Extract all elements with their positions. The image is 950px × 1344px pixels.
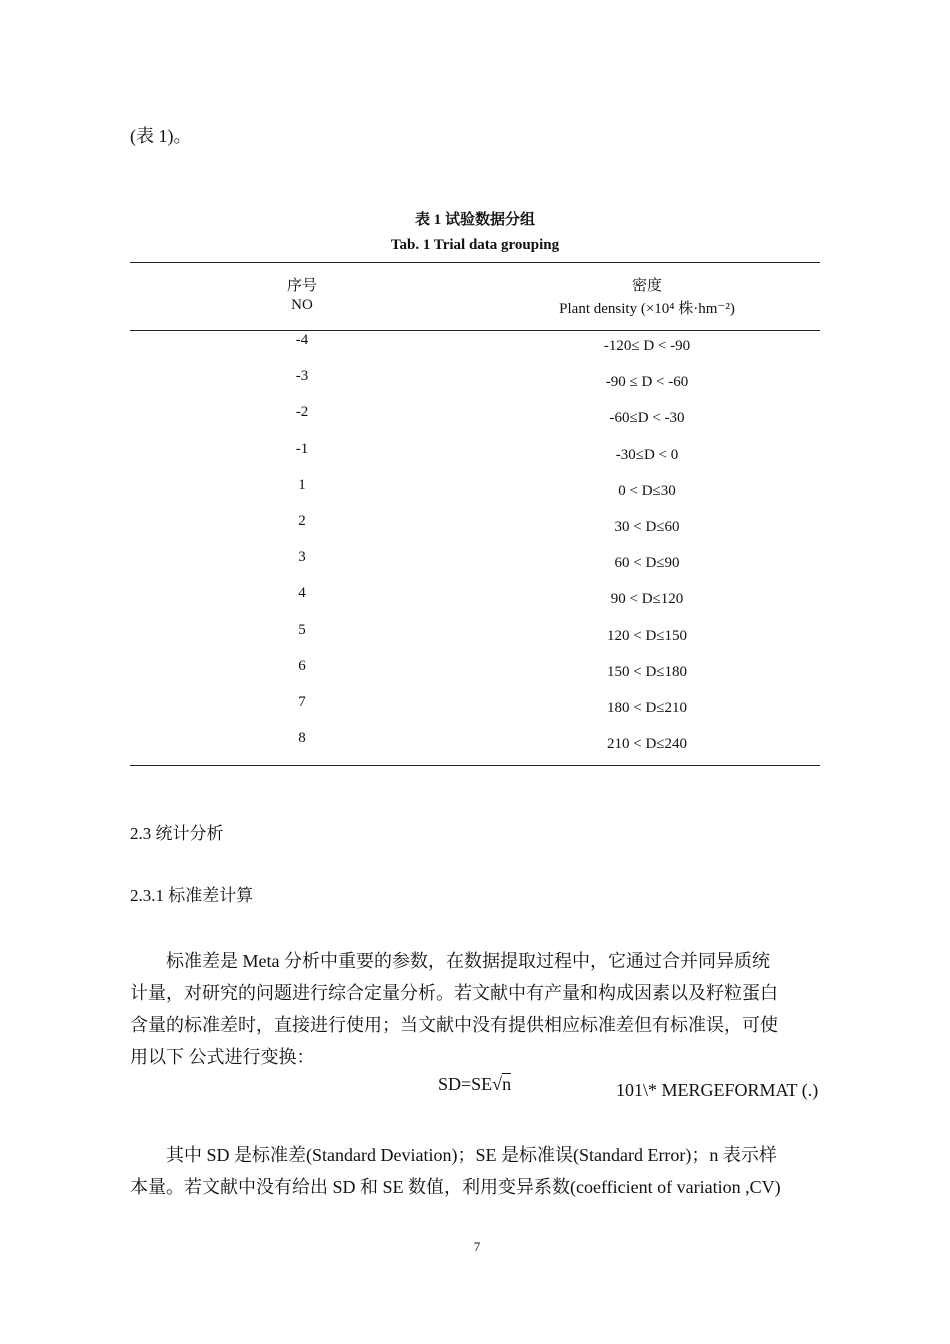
header-no-en: NO	[291, 297, 313, 313]
table-top-rule	[130, 262, 820, 263]
cell-no: -3	[295, 368, 309, 385]
formula-lhs: SD=SE	[438, 1074, 493, 1094]
cell-density: 210 < D≤240	[606, 736, 688, 753]
formula	[438, 1074, 511, 1095]
para2-line: 其中 SD 是标准差(Standard Deviation)；SE 是标准误(Standard Error)；n 表示样	[130, 1145, 777, 1165]
subsection-heading: 2.3.1 标准差计算	[130, 886, 254, 905]
formula-field-code: 101\* MERGEFORMAT (.)	[616, 1080, 819, 1100]
cell-no: 3	[298, 549, 306, 566]
para1-line: 计量，对研究的问题进行综合定量分析。若文献中有产量和构成因素以及籽粒蛋白	[130, 983, 778, 1003]
cell-density: 30 < D≤60	[614, 519, 680, 535]
table-caption-en: Tab. 1 Trial data grouping	[390, 237, 560, 253]
cell-no: 2	[298, 513, 306, 529]
cell-no: 1	[298, 476, 306, 493]
cell-no: 5	[298, 621, 306, 638]
header-no-cn: 序号	[286, 278, 317, 294]
table-caption-cn: 表 1 试验数据分组	[414, 212, 535, 228]
page-number: 7	[473, 1239, 481, 1254]
cell-no: -4	[295, 332, 309, 348]
para1-line: 标准差是 Meta 分析中重要的参数，在数据提取过程中，它通过合并同异质统	[130, 951, 770, 971]
cell-no: -1	[295, 440, 309, 457]
header-density-cn: 密度	[631, 278, 662, 294]
cell-density: -120≤ D < -90	[603, 338, 691, 354]
para1-line: 用以下 公式进行变换：	[130, 1047, 315, 1067]
cell-density: -30≤D < 0	[615, 446, 679, 463]
section-heading: 2.3 统计分析	[130, 824, 224, 843]
cell-no: 7	[298, 694, 306, 710]
cell-density: -90 ≤ D < -60	[605, 374, 689, 391]
cell-density: -60≤D < -30	[609, 410, 685, 427]
cell-no: -2	[295, 404, 309, 421]
cell-density: 60 < D≤90	[614, 555, 680, 572]
para1-line: 含量的标准差时，直接进行使用；当文献中没有提供相应标准差但有标准误，可使	[130, 1015, 778, 1035]
cell-density: 150 < D≤180	[606, 663, 688, 680]
cell-density: 180 < D≤210	[606, 700, 688, 716]
cell-no: 8	[298, 730, 306, 747]
cell-no: 6	[298, 657, 306, 674]
table-header-rule	[130, 330, 820, 331]
cell-density: 120 < D≤150	[606, 627, 688, 644]
formula-radicand: n	[502, 1074, 512, 1094]
sqrt-symbol: √	[492, 1074, 503, 1094]
cell-density: 0 < D≤30	[618, 482, 676, 499]
cell-no: 4	[298, 585, 306, 602]
para2-line: 本量。若文献中没有给出 SD 和 SE 数值，利用变异系数(coefficient of variation ,CV)	[130, 1177, 781, 1197]
header-density-en: Plant density (×10⁴ 株·hm⁻²)	[559, 301, 735, 317]
intro-text: (表 1)。	[130, 126, 192, 146]
table-bottom-rule	[130, 765, 820, 766]
cell-density: 90 < D≤120	[610, 591, 684, 608]
